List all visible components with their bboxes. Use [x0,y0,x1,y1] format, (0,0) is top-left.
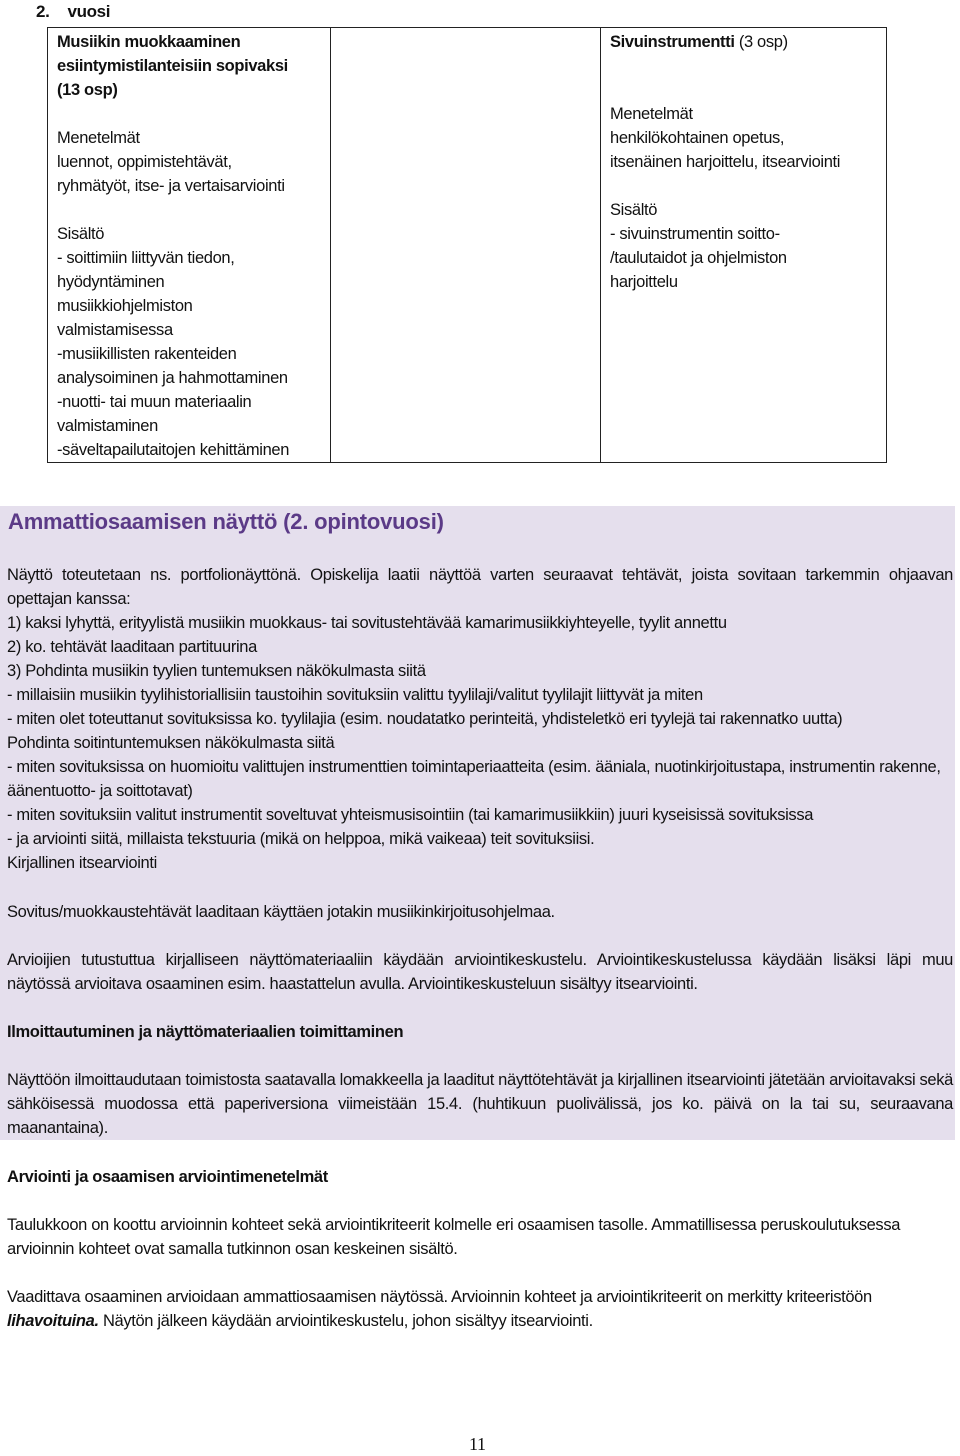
content-line: - soittimiin liittyvän tiedon, [57,249,235,267]
courses-table [47,27,887,463]
assessment-paragraph-2 [7,1285,953,1333]
bold-italic-emphasis: lihavoituina. [7,1312,99,1330]
course-credits: (3 osp) [738,33,788,51]
evaluation-discussion: Arvioijien tutustuttua kirjalliseen näyttömateriaaliin käydään arviointikeskustelu. Arviointikeskustelussa käydään lisäksi läpi muu näytössä arvioitava osaaminen esim. haastattelun avulla. Arviointikeskusteluun sisältyy itsearviointi. [7,951,953,993]
demo-line: Kirjallinen itsearviointi [7,854,157,872]
demo-line: - millaisiin musiikin tyylihistoriallisiin taustoihin sovituksiin valittu tyylilaji/valitut tyylilajit liittyvät ja miten [7,686,703,704]
course-credits: (13 osp) [57,81,118,99]
page-number: 11 [469,1434,486,1454]
software-note: Sovitus/muokkaustehtävät laaditaan käyttäen jotakin musiikinkirjoitusohjelmaa. [7,903,555,921]
assessment-paragraph-1: Taulukkoon on koottu arvioinnin kohteet sekä arviointikriteerit kolmelle eri osaamisen tasolle. Ammatillisessa peruskoulutuksessa arvioinnin kohteet ovat samalla tutkinnon osan keskeinen sisältö. [7,1216,901,1258]
assessment-heading: Arviointi ja osaamisen arviointimenetelmät [7,1168,328,1186]
demo-line: 3) Pohdinta musiikin tyylien tuntemuksen näkökulmasta siitä [7,662,426,680]
content-line: harjoittelu [610,273,678,291]
section-title: vuosi [67,2,111,21]
demo-line: - miten sovituksiin valitut instrumentit soveltuvat yhteismusisointiin (tai kamarimusiikkiin) juuri kyseisissä sovituksissa [7,806,814,824]
instrument-paragraph: - miten sovituksissa on huomioitu valittujen instrumenttien toimintaperiaatteita (esim. ääniala, nuotinkirjoitustapa, instrumentin rakenne, äänentuotto- ja soittotavat) [7,758,941,800]
content-line: hyödyntäminen [57,273,165,291]
section-heading [36,0,110,24]
methods-label: Menetelmät [610,105,693,123]
content-line: -säveltapailutaitojen kehittäminen [57,441,290,459]
assessment-paragraph-2-text: Vaadittava osaaminen arvioidaan ammattiosaamisen näytössä. Arvioinnin kohteet ja arviointikriteerit on merkitty kriteeristöön [7,1288,872,1306]
registration-heading: Ilmoittautuminen ja näyttömateriaalien toimittaminen [7,1023,404,1041]
content-line: musiikkiohjelmiston [57,297,193,315]
content-line: - sivuinstrumentin soitto- [610,225,780,243]
demo-line: - miten olet toteuttanut sovituksissa ko. tyylilajia (esim. noudatatko perinteitä, yhdisteletkö eri tyylejä tai rakennatko uutta) [7,710,843,728]
empty-course-cell [331,28,601,463]
content-label: Sisältö [610,201,658,219]
course-cell-music-editing [48,28,331,463]
content-label: Sisältö [57,225,105,243]
course-title: Sivuinstrumentti [610,33,735,51]
content-line: valmistaminen [57,417,158,435]
demo-section-title: Ammattiosaamisen näyttö (2. opintovuosi) [8,509,444,534]
demo-section-body [7,563,953,875]
course-cell-secondary-instrument [601,28,887,463]
methods-line: luennot, oppimistehtävät, [57,153,232,171]
registration-text: Näyttöön ilmoittaudutaan toimistosta saatavalla lomakkeella ja laaditut näyttötehtävät ja kirjallinen itsearviointi jätetään arvioitavaksi sekä sähköisessä muodossa että paperiversiona viimeistään 15.4. (huhtikuun puolivälissä, jos ko. päivä on la tai su, seuraavana maanantaina). [7,1071,953,1137]
course-title: Musiikin muokkaaminen esiintymistilanteisiin sopivaksi [57,33,288,75]
content-line: -musiikillisten rakenteiden [57,345,237,363]
content-line: -nuotti- tai muun materiaalin [57,393,252,411]
content-line: valmistamisessa [57,321,173,339]
demo-line: 1) kaksi lyhyttä, erityylistä musiikin muokkaus- tai sovitustehtävää kamarimusiikkiyhteyelle, tyylit annettu [7,614,727,632]
demo-line: - ja arviointi siitä, millaista tekstuuria (mikä on helppoa, mikä vaikeaa) teit sovituksiisi. [7,830,595,848]
methods-label: Menetelmät [57,129,140,147]
methods-line: henkilökohtainen opetus, [610,129,785,147]
demo-line: Pohdinta soitintuntemuksen näkökulmasta siitä [7,734,335,752]
methods-line: ryhmätyöt, itse- ja vertaisarviointi [57,177,285,195]
content-line: /taulutaidot ja ohjelmiston [610,249,787,267]
demo-intro: Näyttö toteutetaan ns. portfolionäyttönä. Opiskelija laatii näyttöä varten seuraavat tehtävät, joista sovitaan tarkemmin ohjaavan opettajan kanssa: [7,566,953,608]
content-line: analysoiminen ja hahmottaminen [57,369,288,387]
section-number: 2. [36,2,50,21]
methods-line: itsenäinen harjoittelu, itsearviointi [610,153,841,171]
assessment-paragraph-2-text: Näytön jälkeen käydään arviointikeskustelu, johon sisältyy itsearviointi. [98,1312,593,1330]
demo-line: 2) ko. tehtävät laaditaan partituurina [7,638,257,656]
